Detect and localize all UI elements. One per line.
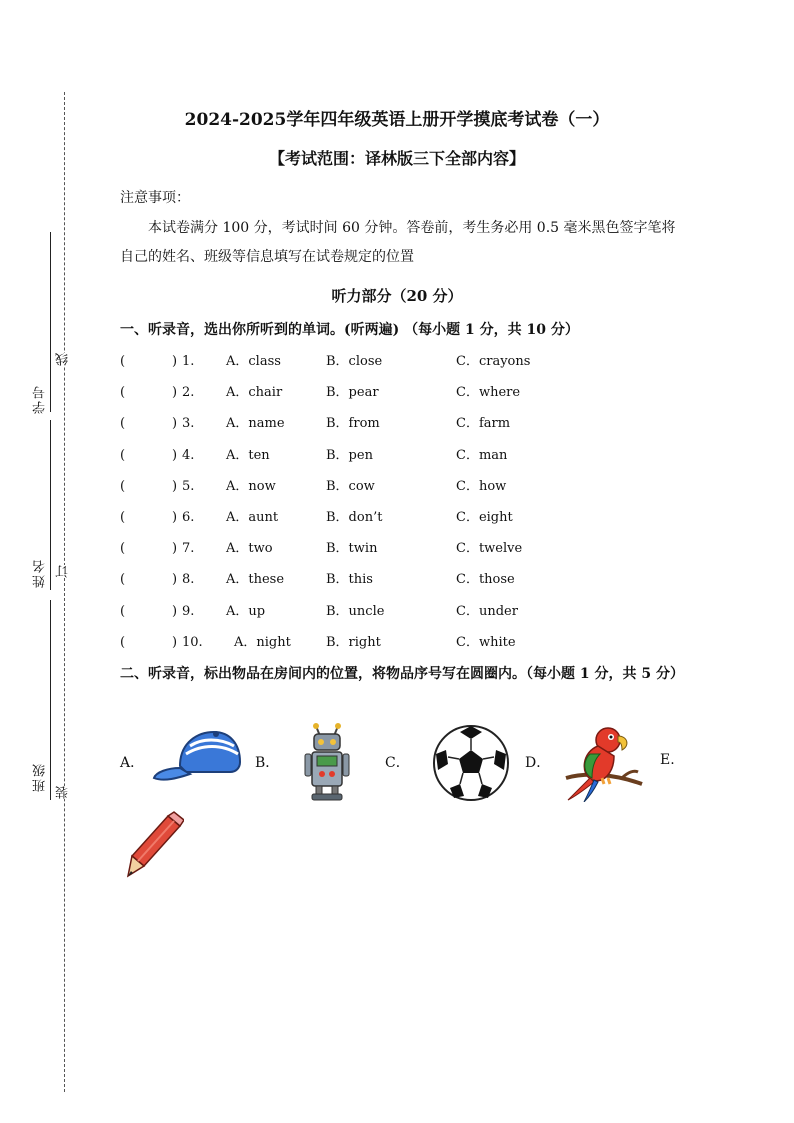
question-number: 6.	[182, 510, 195, 525]
football-icon	[432, 724, 510, 802]
option-a: A．now	[226, 479, 276, 494]
class-label: 班级	[33, 762, 48, 792]
binding-dashed-line	[64, 92, 65, 1092]
option-a: A．ten	[226, 448, 270, 463]
student-id-blank	[50, 232, 51, 412]
option-b: B．twin	[326, 541, 378, 556]
question-number: 7.	[182, 541, 195, 556]
option-a: A．up	[226, 604, 266, 619]
option-a: A．name	[226, 416, 285, 431]
exam-title: 2024-2025学年四年级英语上册开学摸底考试卷（一）	[184, 110, 610, 130]
option-c: C．twelve	[456, 541, 523, 556]
option-b: B．close	[326, 354, 383, 369]
robot-icon	[302, 722, 352, 802]
option-c: C．under	[456, 604, 518, 619]
option-a: A．class	[226, 354, 281, 369]
option-b: B．cow	[326, 479, 375, 494]
question-number: 2.	[182, 385, 195, 400]
picture-label-d: D．	[525, 755, 551, 771]
option-b: B．pear	[326, 385, 379, 400]
question-number: 10.	[182, 635, 203, 650]
option-c: C．crayons	[456, 354, 531, 369]
pencil-icon	[124, 810, 184, 878]
picture-label-a: A．	[120, 755, 145, 771]
binding-word-bind: 订	[56, 565, 71, 578]
option-b: B．this	[326, 572, 373, 587]
cap-icon	[150, 728, 242, 784]
option-c: C．man	[456, 448, 508, 463]
name-blank	[50, 420, 51, 590]
option-c: C．white	[456, 635, 516, 650]
notice-label: 注意事项：	[120, 190, 190, 206]
question-number: 8.	[182, 572, 195, 587]
option-b: B．don’t	[326, 510, 383, 525]
listening-section-title: 听力部分（20 分）	[331, 287, 463, 305]
option-a: A．aunt	[226, 510, 279, 525]
question-number: 4.	[182, 448, 195, 463]
question-number: 1.	[182, 354, 195, 369]
binding-word-mount: 装	[56, 786, 71, 799]
exam-scope: 【考试范围：译林版三下全部内容】	[268, 149, 525, 168]
section1-heading: 一、听录音，选出你所听到的单词。(听两遍) （每小题 1 分，共 10 分）	[120, 322, 579, 338]
question-number: 5.	[182, 479, 195, 494]
option-a: A．night	[234, 635, 291, 650]
picture-label-b: B．	[255, 755, 280, 771]
student-id-label: 学号	[33, 384, 48, 414]
option-a: A．chair	[226, 385, 283, 400]
binding-word-line: 线	[56, 353, 71, 366]
option-a: A．these	[226, 572, 285, 587]
notice-body: 本试卷满分 100 分，考试时间 60 分钟。答卷前，考生务必用 0.5 毫米黑色签字笔将自己的姓名、班级等信息填写在试卷规定的位置	[120, 220, 676, 265]
option-c: C．eight	[456, 510, 513, 525]
picture-label-e: E.	[660, 752, 675, 768]
class-blank	[50, 600, 51, 800]
option-c: C．how	[456, 479, 507, 494]
option-b: B．pen	[326, 448, 373, 463]
option-b: B．uncle	[326, 604, 385, 619]
question-number: 3.	[182, 416, 195, 431]
name-label: 姓名	[33, 558, 48, 588]
picture-label-c: C．	[385, 755, 410, 771]
section2-heading: 二、听录音，标出物品在房间内的位置，将物品序号写在圆圈内。（每小题 1 分，共 5 分）	[120, 666, 684, 682]
parrot-icon	[562, 722, 644, 802]
option-c: C．farm	[456, 416, 511, 431]
option-b: B．right	[326, 635, 381, 650]
option-b: B．from	[326, 416, 380, 431]
question-number: 9.	[182, 604, 195, 619]
option-c: C．those	[456, 572, 515, 587]
option-a: A．two	[226, 541, 273, 556]
option-c: C．where	[456, 385, 521, 400]
